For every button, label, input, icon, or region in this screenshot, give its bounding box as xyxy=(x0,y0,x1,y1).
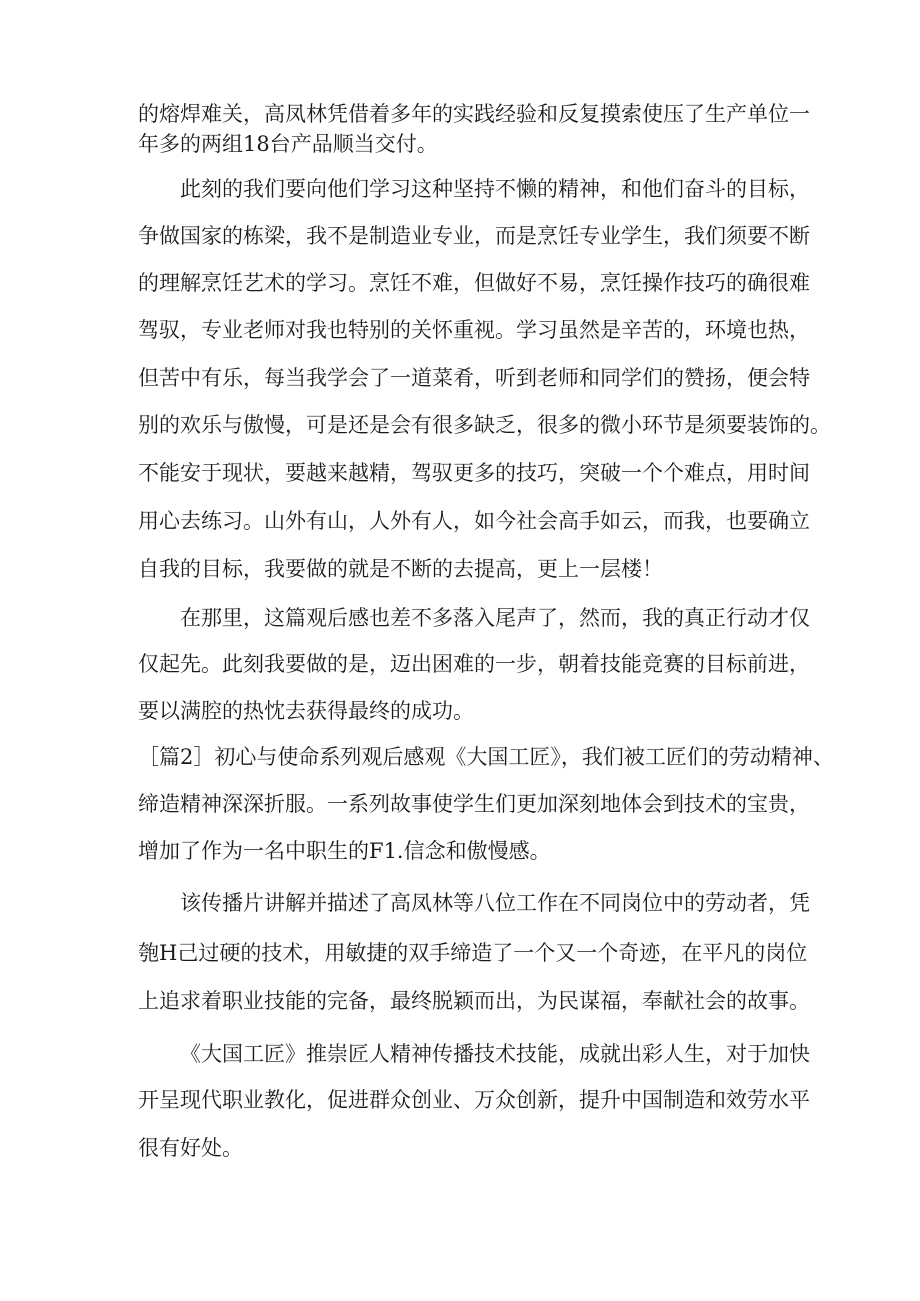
text-line: 在那里，这篇观后感也差不多落入尾声了，然而，我的真正行动才仅 xyxy=(180,606,810,630)
text-line: 年多的两组18台产品顺当交付。 xyxy=(138,132,438,156)
text-line: 自我的目标，我要做的就是不断的去提高，更上一层楼！ xyxy=(138,557,663,581)
text-line: 该传播片讲解并描述了高凤林等八位工作在不同岗位中的劳动者，凭 xyxy=(180,891,810,915)
text-line: 缔造精神深深折服。一系列故事使学生们更加深刻地体会到技术的宝贵， xyxy=(138,792,810,816)
text-line: 驾驭，专业老师对我也特别的关怀重视。学习虽然是辛苦的，环境也热， xyxy=(138,318,810,342)
section-heading-line: ［篇2］初心与使命系列观后感观《大国工匠》，我们被工匠们的劳动精神、 xyxy=(138,745,834,769)
text-line: 匏H己过硬的技术，用敏捷的双手缔造了一个又一个奇迹，在平凡的岗位 xyxy=(138,941,808,965)
text-line: 争做国家的栋梁，我不是制造业专业，而是烹饪专业学生，我们须要不断 xyxy=(138,224,810,248)
text-line: 的理解烹饪艺术的学习。烹饪不难，但做好不易，烹饪操作技巧的确很难 xyxy=(138,271,810,295)
text-line: 上追求着职业技能的完备，最终脱颖而出，为民谋福，奉献社会的故事。 xyxy=(138,989,810,1013)
text-line: 开呈现代职业教化，促进群众创业、万众创新，提升中国制造和效劳水平 xyxy=(138,1088,810,1112)
text-line: 不能安于现状，要越来越精，驾驭更多的技巧，突破一个个难点，用时间 xyxy=(138,461,810,485)
text-line: 此刻的我们要向他们学习这种坚持不懒的精神，和他们奋斗的目标， xyxy=(180,177,810,201)
text-line: 用心去练习。山外有山，人外有人，如今社会高手如云，而我，也要确立 xyxy=(138,509,810,533)
text-line: 《大国工匠》推崇匠人精神传播技术技能，成就出彩人生，对于加快 xyxy=(180,1042,810,1066)
text-line: 增加了作为一名中职生的F1.信念和傲慢感。 xyxy=(138,839,551,863)
text-line: 但苦中有乐，每当我学会了一道菜肴，听到老师和同学们的赞扬，便会特 xyxy=(138,366,810,390)
text-line: 仅起先。此刻我要做的是，迈出困难的一步，朝着技能竞赛的目标前进， xyxy=(138,652,810,676)
text-line: 很有好处。 xyxy=(138,1136,243,1160)
text-line: 的熔焊难关，高凤林凭借着多年的实践经验和反复摸索使压了生产单位一 xyxy=(138,102,810,126)
text-line: 别的欢乐与傲慢，可是还是会有很多缺乏，很多的微小环节是须要装饰的。 xyxy=(138,413,831,437)
text-line: 要以满腔的热忱去获得最终的成功。 xyxy=(138,699,474,723)
